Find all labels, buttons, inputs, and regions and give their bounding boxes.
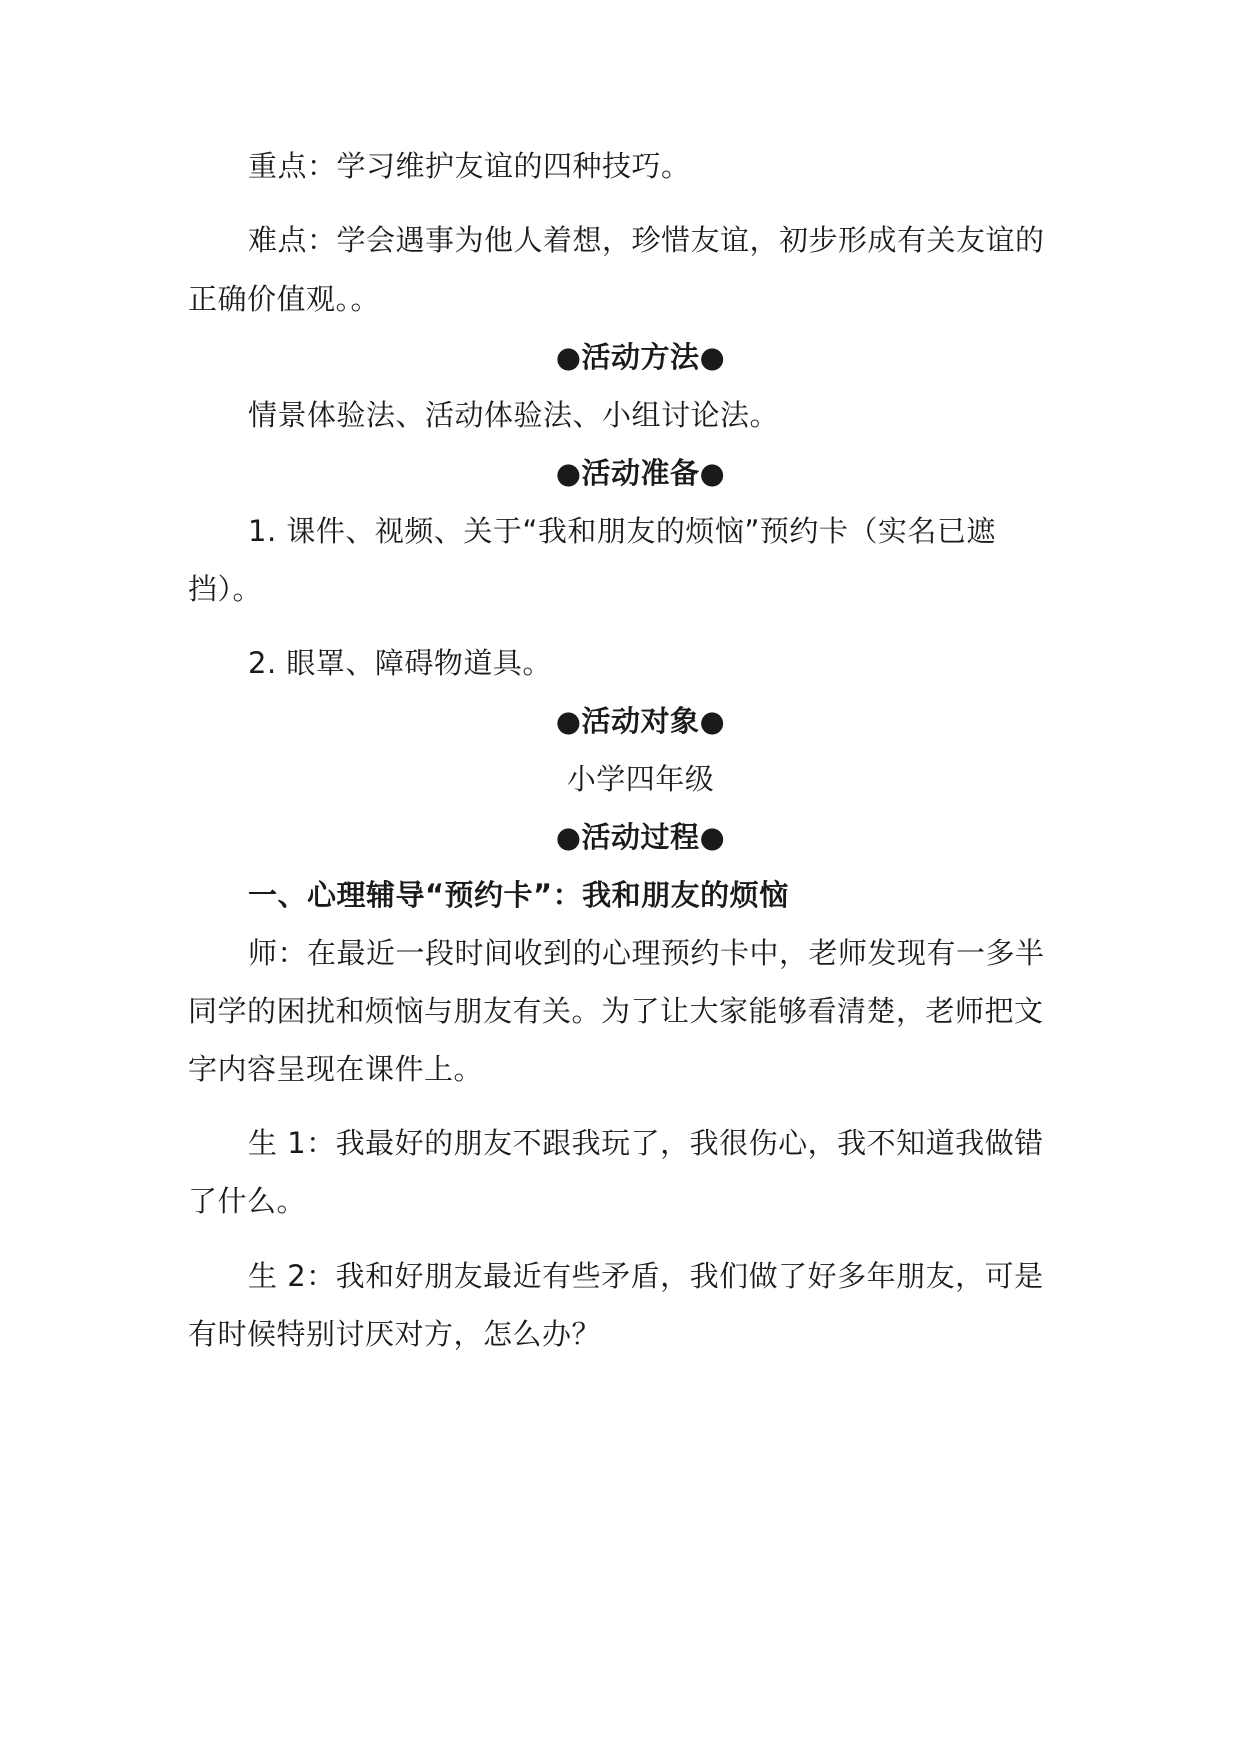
preparation-item-1-line-1: 1. 课件、视频、关于“我和朋友的烦恼”预约卡（实名已遮 xyxy=(248,514,996,548)
preparation-heading: ●活动准备● xyxy=(555,456,726,490)
teacher-paragraph-line-3: 字内容呈现在课件上。 xyxy=(188,1052,484,1086)
student-2-line-2: 有时候特别讨厌对方，怎么办？ xyxy=(188,1317,602,1351)
preparation-item-2: 2. 眼罩、障碍物道具。 xyxy=(248,646,552,680)
student-1-line-2: 了什么。 xyxy=(188,1184,307,1218)
teacher-paragraph-line-1: 师：在最近一段时间收到的心理预约卡中，老师发现有一多半 xyxy=(248,936,1045,970)
methods-text: 情景体验法、活动体验法、小组讨论法。 xyxy=(248,398,780,432)
section-1-title: 一、心理辅导“预约卡”：我和朋友的烦恼 xyxy=(248,878,789,912)
teacher-paragraph-line-2: 同学的困扰和烦恼与朋友有关。为了让大家能够看清楚，老师把文 xyxy=(188,994,1044,1028)
difficulty-point-line-2: 正确价值观。。 xyxy=(188,282,381,316)
audience-text: 小学四年级 xyxy=(566,762,715,796)
process-heading: ●活动过程● xyxy=(555,820,726,854)
preparation-item-1-line-2: 挡）。 xyxy=(188,572,263,606)
student-1-line-1: 生 1：我最好的朋友不跟我玩了，我很伤心，我不知道我做错 xyxy=(248,1126,1044,1160)
focus-point: 重点：学习维护友谊的四种技巧。 xyxy=(248,149,691,183)
audience-heading: ●活动对象● xyxy=(555,704,726,738)
difficulty-point-line-1: 难点：学会遇事为他人着想，珍惜友谊，初步形成有关友谊的 xyxy=(248,223,1045,257)
student-2-line-1: 生 2：我和好朋友最近有些矛盾，我们做了好多年朋友，可是 xyxy=(248,1259,1044,1293)
methods-heading: ●活动方法● xyxy=(555,340,726,374)
